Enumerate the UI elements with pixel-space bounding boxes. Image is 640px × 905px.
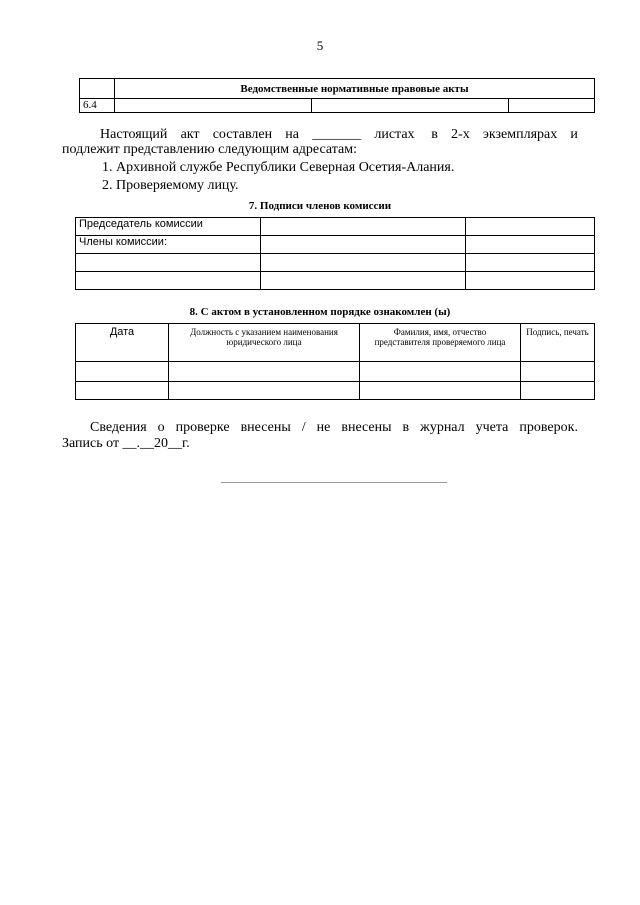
divider-line	[221, 482, 447, 483]
section7-title: 7. Подписи членов комиссии	[248, 200, 392, 212]
row-number: 6.4	[80, 99, 115, 113]
cell-empty	[261, 218, 466, 236]
cell-empty	[115, 99, 312, 113]
footer-line1: Сведения о проверке внесены / не внесены в журнал учета проверок.	[90, 420, 578, 435]
cell-empty	[80, 79, 115, 99]
cell-empty	[312, 99, 509, 113]
col-position: Должность с указанием наименования юридического лица	[169, 324, 360, 362]
cell-empty	[466, 272, 595, 290]
cell-empty	[261, 254, 466, 272]
section8-title: 8. С актом в установленном порядке ознакомлен (ы)	[189, 306, 451, 318]
col-signature: Подпись, печать	[521, 324, 595, 362]
members-label: Члены комиссии:	[76, 236, 261, 254]
cell-empty	[360, 362, 521, 382]
para1-line1: Настоящий акт составлен на _______ листах в 2-х экземплярах и	[100, 127, 578, 142]
chair-label: Председатель комиссии	[76, 218, 261, 236]
cell-empty	[76, 272, 261, 290]
footer-line2: Запись от __.__20__г.	[62, 436, 190, 451]
section6-table	[79, 78, 595, 113]
cell-empty	[521, 382, 595, 400]
cell-empty	[261, 236, 466, 254]
list-item-1: 1. Архивной службе Республики Северная Осетия-Алания.	[102, 160, 455, 175]
cell-empty	[466, 218, 595, 236]
cell-empty	[261, 272, 466, 290]
section6-header: Ведомственные нормативные правовые акты	[115, 79, 595, 99]
cell-empty	[466, 236, 595, 254]
cell-empty	[169, 362, 360, 382]
acknowledgement-table	[75, 323, 595, 400]
col-fullname: Фамилия, имя, отчество представителя проверяемого лица	[360, 324, 521, 362]
cell-empty	[509, 99, 595, 113]
cell-empty	[521, 362, 595, 382]
cell-empty	[169, 382, 360, 400]
para1-line2: подлежит представлению следующим адресатам:	[62, 142, 357, 157]
cell-empty	[466, 254, 595, 272]
list-item-2: 2. Проверяемому лицу.	[102, 178, 239, 193]
cell-empty	[360, 382, 521, 400]
signatures-table	[75, 217, 595, 290]
page-number: 5	[316, 38, 324, 53]
cell-empty	[76, 362, 169, 382]
cell-empty	[76, 382, 169, 400]
col-date: Дата	[76, 324, 169, 362]
cell-empty	[76, 254, 261, 272]
